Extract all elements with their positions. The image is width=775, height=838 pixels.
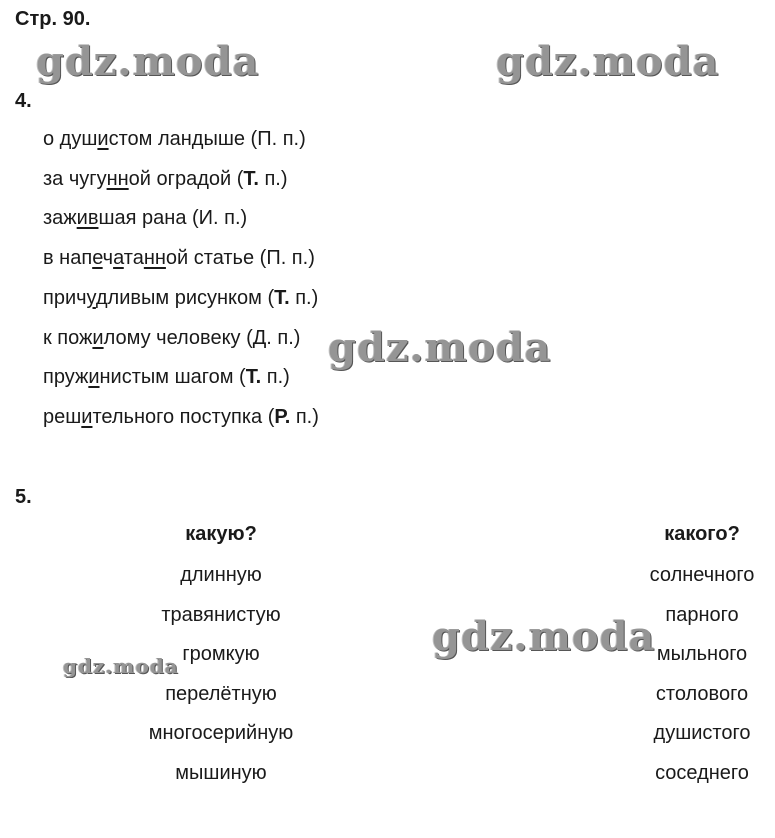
right-column-word: парного bbox=[665, 603, 739, 626]
underlined-letters: нн bbox=[106, 167, 129, 190]
watermark: gdz.moda bbox=[63, 654, 179, 678]
watermark: gdz.moda bbox=[496, 38, 720, 85]
right-column-word: соседнего bbox=[655, 762, 749, 784]
watermark: gdz.moda bbox=[328, 324, 552, 371]
left-column-word: громкую bbox=[182, 643, 260, 666]
right-column-word: душистого bbox=[653, 722, 751, 745]
right-column-word: солнечного bbox=[649, 564, 755, 586]
phrase-text: к пож bbox=[43, 326, 93, 349]
left-column-word: мышиную bbox=[175, 762, 267, 784]
right-column-header: какого? bbox=[664, 523, 740, 545]
page-label: Стр. 90. bbox=[15, 8, 91, 30]
phrase-text: ой статье (П. п.) bbox=[165, 247, 315, 270]
phrase-line bbox=[43, 207, 247, 230]
left-column-header: какую? bbox=[185, 523, 257, 545]
phrase-text: шая рана (И. п.) bbox=[98, 207, 248, 230]
phrase-line bbox=[43, 406, 319, 429]
phrase-text: о душ bbox=[43, 128, 98, 150]
underlined-letters: нн bbox=[143, 247, 166, 270]
phrase-text: за чугу bbox=[43, 167, 107, 190]
phrase-text: стом ландыше (П. п.) bbox=[108, 128, 306, 150]
underlined-letters: и bbox=[88, 366, 100, 389]
left-column-word: длинную bbox=[180, 564, 262, 586]
underlined-letters: а bbox=[113, 247, 124, 270]
phrase-text: п.) bbox=[289, 286, 319, 309]
phrase-text: в нап bbox=[43, 247, 93, 270]
left-column-word: многосерийную bbox=[148, 722, 294, 745]
task-4-number: 4. bbox=[15, 90, 32, 112]
phrase-text: пруж bbox=[43, 366, 89, 389]
phrase-text: ч bbox=[102, 247, 114, 270]
bold-case-letter: Т. bbox=[245, 366, 262, 389]
phrase-text: ой оградой ( bbox=[128, 167, 244, 190]
task-5-number: 5. bbox=[15, 486, 32, 508]
phrase-line bbox=[43, 327, 300, 350]
phrase-text: дливым рисунком ( bbox=[95, 286, 275, 309]
left-column-word: травянистую bbox=[161, 603, 281, 626]
right-column-word: мыльного bbox=[656, 643, 748, 666]
phrase-line bbox=[43, 247, 315, 270]
phrase-text: заж bbox=[43, 207, 77, 230]
underlined-letters: и bbox=[81, 405, 93, 428]
bold-case-letter: Т. bbox=[274, 286, 290, 309]
watermark: gdz.moda bbox=[36, 38, 260, 85]
underlined-letters: и bbox=[92, 326, 104, 349]
phrase-line bbox=[43, 168, 288, 191]
phrase-text: п.) bbox=[258, 167, 288, 190]
phrase-text: тельного поступка ( bbox=[92, 405, 275, 428]
bold-case-letter: Т. bbox=[243, 167, 259, 190]
phrase-text: та bbox=[123, 247, 144, 270]
right-column-word: столового bbox=[655, 682, 749, 705]
phrase-line bbox=[43, 287, 318, 310]
underlined-letters: и bbox=[97, 128, 109, 150]
underlined-letters: е bbox=[92, 247, 103, 270]
bold-case-letter: Р. bbox=[274, 405, 291, 428]
phrase-text: нистым шагом ( bbox=[99, 366, 246, 389]
phrase-line bbox=[43, 366, 290, 389]
underlined-letters: ив bbox=[76, 207, 99, 230]
phrase-text: лому человеку (Д. п.) bbox=[103, 326, 301, 349]
underlined-letters: у bbox=[86, 286, 96, 309]
left-column-word: перелётную bbox=[165, 682, 277, 705]
phrase-line bbox=[43, 128, 306, 151]
phrase-text: п.) bbox=[290, 405, 319, 428]
phrase-text: прич bbox=[43, 286, 87, 309]
phrase-text: реш bbox=[43, 405, 82, 428]
phrase-text: п.) bbox=[261, 366, 290, 389]
watermark: gdz.moda bbox=[432, 613, 656, 660]
